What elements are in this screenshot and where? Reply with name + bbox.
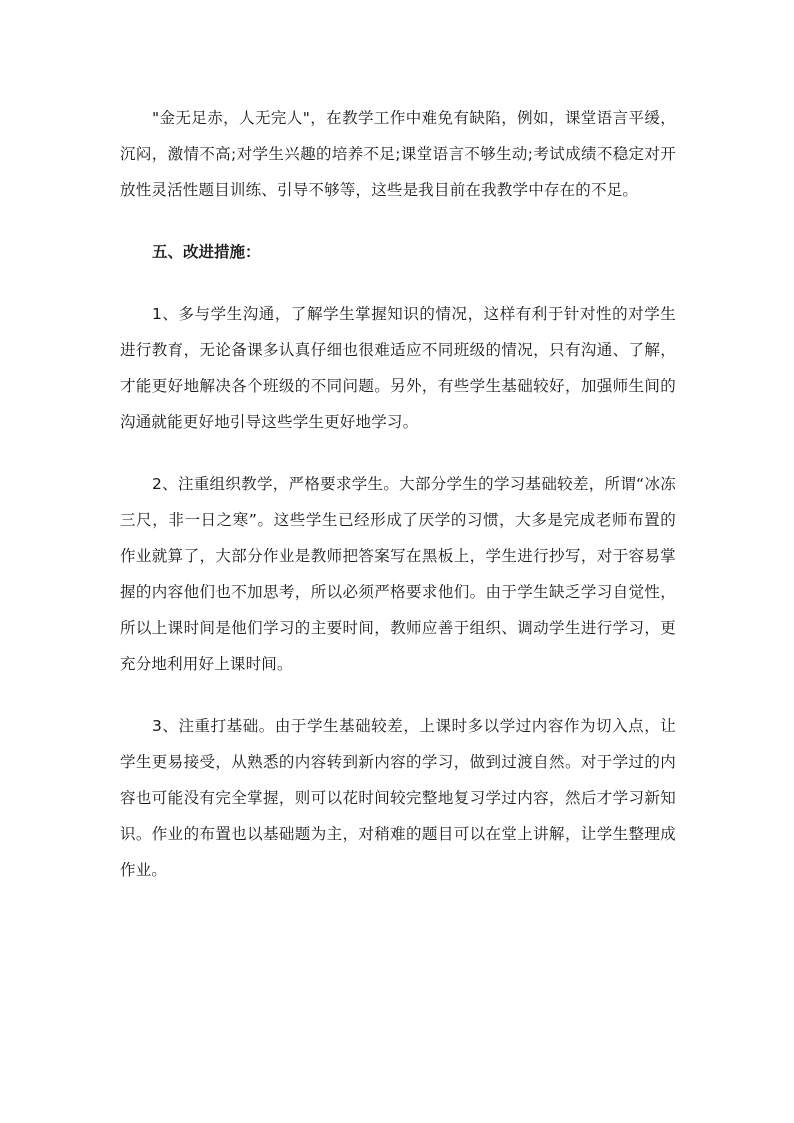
section-heading-improvements: 五、改进措施： [152, 243, 261, 261]
document-body [120, 100, 676, 888]
paragraph-spacer [120, 440, 676, 466]
paragraph-measure-3: 3、注重打基础。由于学生基础较差，上课时多以学过内容作为切入点，让学生更易接受，从熟悉的内容转到新内容的学习，做到过渡自然。对于学过的内容也可能没有完全掌握，则可以花时间较完整地复习学过内容，然后才学习新知识。作业的布置也以基础题为主，对稍难的题目可以在堂上讲解，让学生整理成作业。 [120, 717, 676, 879]
paragraph-shortcomings: "金无足赤，人无完人"，在教学工作中难免有缺陷，例如，课堂语言平缓，沉闷，激情不高;对学生兴趣的培养不足;课堂语言不够生动;考试成绩不稳定对开放性灵活性题目训练、引导不够等，这些是我目前在我教学中存在的不足。 [120, 109, 676, 199]
paragraph-spacer [120, 682, 676, 708]
paragraph-measure-1: 1、多与学生沟通，了解学生掌握知识的情况，这样有利于针对性的对学生进行教育，无论备课多认真仔细也很难适应不同班级的情况，只有沟通、了解，才能更好地解决各个班级的不同问题。另外，有些学生基础较好，加强师生间的沟通就能更好地引导这些学生更好地学习。 [120, 305, 676, 431]
paragraph-measure-2: 2、注重组织教学，严格要求学生。大部分学生的学习基础较差，所谓“冰冻三尺，非一日之寒”。这些学生已经形成了厌学的习惯，大多是完成老师布置的作业就算了，大部分作业是教师把答案写在黑板上，学生进行抄写，对于容易掌握的内容他们也不加思考，所以必须严格要求他们。由于学生缺乏学习自觉性，所以上课时间是他们学习的主要时间，教师应善于组织、调动学生进行学习，更充分地利用好上课时间。 [120, 475, 676, 673]
paragraph-spacer [120, 208, 676, 234]
paragraph-spacer [120, 270, 676, 296]
